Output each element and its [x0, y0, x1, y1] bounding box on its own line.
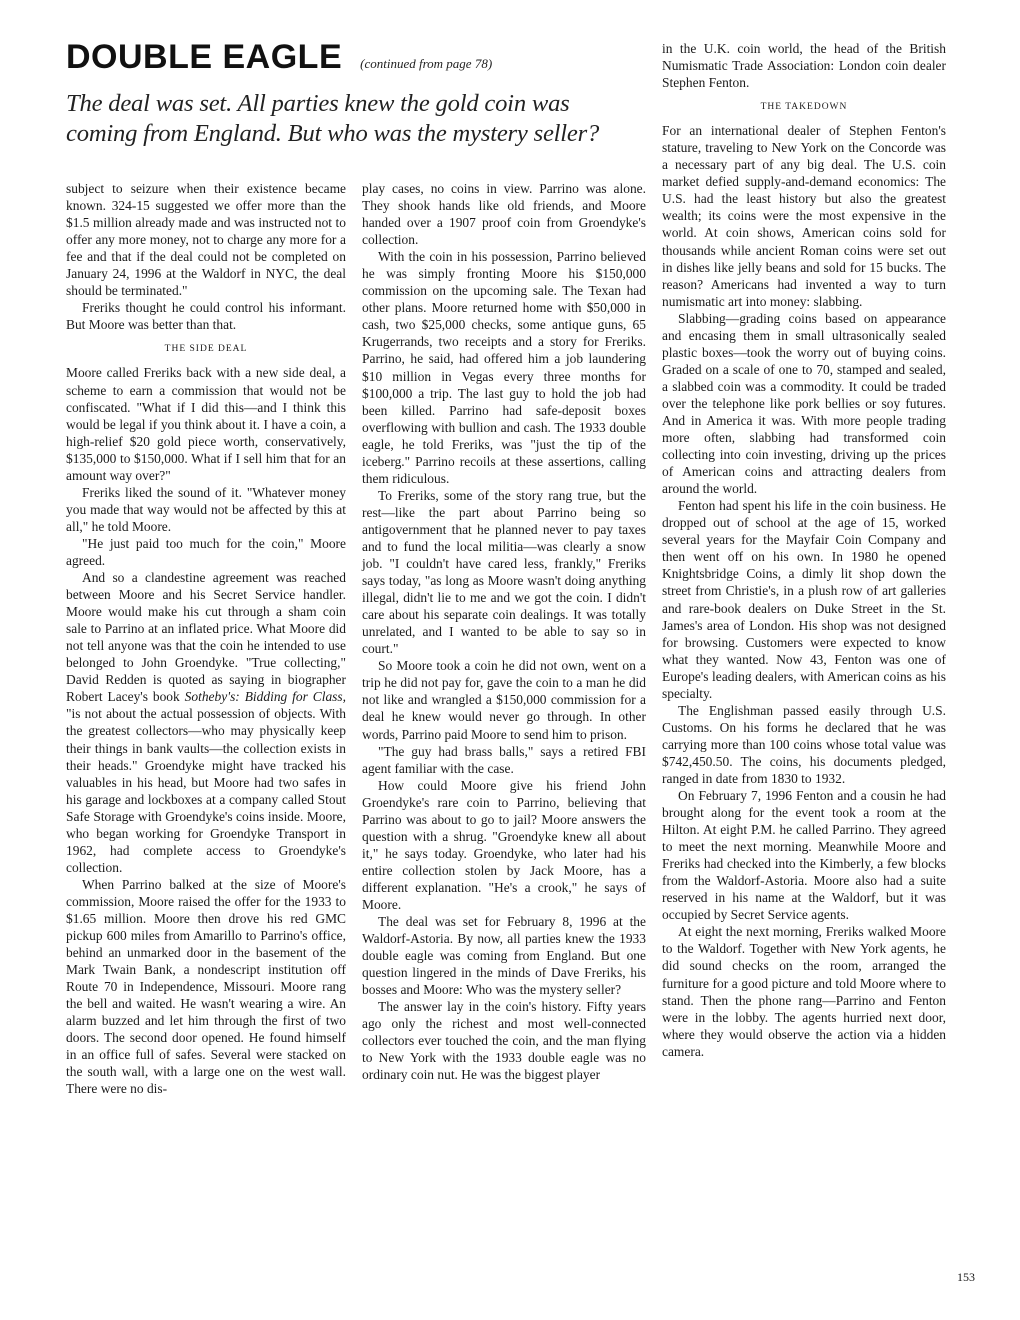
paragraph: The Englishman passed easily through U.S. Customs. On his forms he declared that he was carrying more than 100 coins whose total value was $742,450.50. The coins, his documents pledged, ranged in date from 1830 to 1932.	[662, 702, 946, 786]
section-subhead: THE SIDE DEAL	[164, 344, 248, 355]
article-header	[66, 38, 646, 149]
column-1	[66, 180, 346, 1097]
paragraph: On February 7, 1996 Fenton and a cousin he had brought along for the event took a room at the Hilton. At eight P.M. he called Parrino. They agreed to meet the next morning. Meanwhile Moore and Freriks had checked into the Kimberly, a few blocks from the Waldorf-Astoria. Moore also had a suite reserved in his name at the Waldorf, but it was occupied by Secret Service agents.	[662, 788, 946, 923]
paragraph: Slabbing—grading coins based on appearance and encasing them in small ultrasonically sealed plastic boxes—took the worry out of buying coins. Graded on a scale of one to 70, stamped and sealed, a slabbed coin was a commodity. It could be traded over the telephone like pork bellies or soy futures. And in America it was. With more people trading more often, slabbing had transformed coin collecting into coin investing, driving up the prices of American coins and attracting dealers from around the world.	[662, 310, 946, 497]
paragraph: How could Moore give his friend John Groendyke's rare coin to Parrino, believing that Parrino was about to go to jail? Moore answers the question with a shrug. "Groendyke knew all about it," he says today. Groendyke, who later had his entire collection stolen by Jack Moore, has a different explanation. "He's a crook," he says of Moore.	[362, 777, 646, 912]
section-subhead: THE TAKEDOWN	[760, 102, 848, 113]
paragraph: Freriks liked the sound of it. "Whatever money you made that way would not be affected by this at all," he told Moore.	[66, 484, 346, 534]
paragraph: At eight the next morning, Freriks walked Moore to the Waldorf. Together with New York agents, he did sound checks on the room, arranged the furniture for a good picture and told Moore where to stand. Then the phone rang—Parrino and Fenton were in the lobby. The agents hurried next door, where they would observe the action via a hidden camera.	[662, 924, 946, 1059]
paragraph: The answer lay in the coin's history. Fifty years ago only the richest and most well-connected collectors ever touched the coin, and the man flying to New York with the 1933 double eagle was no ordinary coin nut. He was the biggest player	[362, 999, 646, 1083]
paragraph: Freriks thought he could control his informant. But Moore was better than that.	[66, 300, 346, 333]
article-deck: The deal was set. All parties knew the gold coin was coming from England. But who was the mystery seller?	[66, 90, 600, 147]
headline-row	[66, 38, 646, 77]
page-number: 153	[957, 1270, 975, 1284]
paragraph: in the U.K. coin world, the head of the British Numismatic Trade Association: London coin dealer Stephen Fenton.	[662, 41, 946, 91]
paragraph: So Moore took a coin he did not own, went on a trip he did not pay for, gave the coin to a man he did not like and wrangled a $150,000 commission for a deal he knew would never go through. In other words, Parrino paid Moore to send him to prison.	[362, 658, 646, 742]
paragraph: For an international dealer of Stephen Fenton's stature, traveling to New York on the Concorde was a necessary part of any big deal. The U.S. coin market defied supply-and-demand economics: The U.S. had the least history but also the greatest wealth; its coins were the most expensive in the world. At coin shows, American coins sold for thousands while ancient Roman coins were set out in dishes like jelly beans and sold for 15 bucks. The reason? Americans had invented a way to turn numismatic art into money: slabbing.	[662, 123, 946, 309]
column-2	[362, 180, 646, 1083]
paragraph: Fenton had spent his life in the coin business. He dropped out of school at the age of 15, worked several years for the Mayfair Coin Company and then went off on his own. In 1980 he opened Knightsbridge Coins, a dimly lit shop down the street from Christie's, in a plush row of art galleries and rare-book dealers on Duke Street in the St. James's area of London. His shop was not designed for browsing. Customers were expected to know what they wanted. Now 43, Fenton was one of Europe's leading dealers, with American coins as his specialty.	[662, 498, 946, 701]
paragraph: With the coin in his possession, Parrino believed he was simply fronting Moore his $150,000 commission on the upcoming sale. The Texan had other plans. Moore returned home with $50,000 in cash, two $25,000 checks, some antique guns, 65 Krugerrands, two receipts and a story for Freriks. Parrino, he said, had offered him a job laundering $10 million in Vegas every three months for $100,000 a trip. The last guy to hold the job had been killed. Parrino had safe-deposit boxes overflowing with bullion and cash. The 1933 double eagle, he told Freriks, was "just the tip of the iceberg." Parrino recoils at these assertions, calling them ridiculous.	[362, 249, 646, 486]
paragraph: "He just paid too much for the coin," Moore agreed.	[66, 535, 346, 568]
paragraph: play cases, no coins in view. Parrino was alone. They shook hands like old friends, and Moore handed over a 1907 proof coin from Groendyke's collection.	[362, 181, 646, 248]
column-3	[662, 40, 946, 1060]
book-title: Sotheby's: Bidding for Class,	[184, 689, 346, 705]
paragraph: subject to seizure when their existence became known. 324-15 suggested we offer more than the $1.5 million already made and was instructed not to offer any more money, not to charge any more for a fee and that if the deal could not be completed on January 24, 1996 at the Waldorf in NYC, the deal should be terminated."	[66, 181, 346, 299]
paragraph: Moore called Freriks back with a new side deal, a scheme to earn a commission that would not be confiscated. "What if I did this—and I think this would be legal if you think about it. I have a coin, a high-relief $20 gold piece worth, conservatively, $135,000 to $150,000. What if I sell him that for an amount way over?"	[66, 365, 346, 483]
continued-note: (continued from page 78)	[360, 56, 493, 71]
paragraph-text: "is not about the actual possession of objects. With the greatest collectors—who may physically keep their things in bank vaults—the collection exists in their heads." Groendyke might have tracked his valuables in his head, but Moore had two safes in his garage and lockboxes at a company called Stout Safe Storage with Groendyke's coins inside. Moore, who began working for Groendyke Transport in 1962, had complete access to Groendyke's collection.	[66, 706, 346, 875]
article-title: DOUBLE EAGLE	[66, 38, 343, 76]
paragraph: When Parrino balked at the size of Moore's commission, Moore raised the offer for the 1933 to $1.65 million. Moore then drove his red GMC pickup 600 miles from Amarillo to Parrino's office, behind an unmarked door in the basement of the Mark Twain Bank, a nondescript institution off Route 70 in Independence, Missouri. Moore rang the bell and waited. He wasn't wearing a wire. An alarm buzzed and let him through the first of two doors. The second door opened. He found himself in an office full of safes. Several were stacked on the south wall, with a large one on the west wall. There were no dis-	[66, 876, 346, 1097]
paragraph: The deal was set for February 8, 1996 at the Waldorf-Astoria. By now, all parties knew the 1933 double eagle was coming from England. But one question lingered in the minds of Dave Freriks, his bosses and Moore: Who was the mystery seller?	[362, 914, 646, 998]
paragraph-text: And so a clandestine agreement was reached between Moore and his Secret Service handler. Moore would make his cut through a sham coin sale to Parrino at an inflated price. What Moore did not tell anyone was that the coin he intended to use belonged to John Groendyke. "True collecting," David Redden is quoted as saying in biographer Robert Lacey's book	[66, 570, 346, 705]
paragraph: "The guy had brass balls," says a retired FBI agent familiar with the case.	[362, 743, 646, 776]
paragraph	[66, 569, 346, 876]
paragraph: To Freriks, some of the story rang true, but the rest—like the part about Parrino being so antigovernment that he planned never to pay taxes and to fund the local militia—was clearly a snow job. "I couldn't have cared less, frankly," Freriks says today, "as long as Moore wasn't doing anything illegal, didn't lie to me and we got the coin. I didn't care about his separate coin dealings. It was totally unrelated, and I wanted to be able to say so in court."	[362, 487, 646, 657]
